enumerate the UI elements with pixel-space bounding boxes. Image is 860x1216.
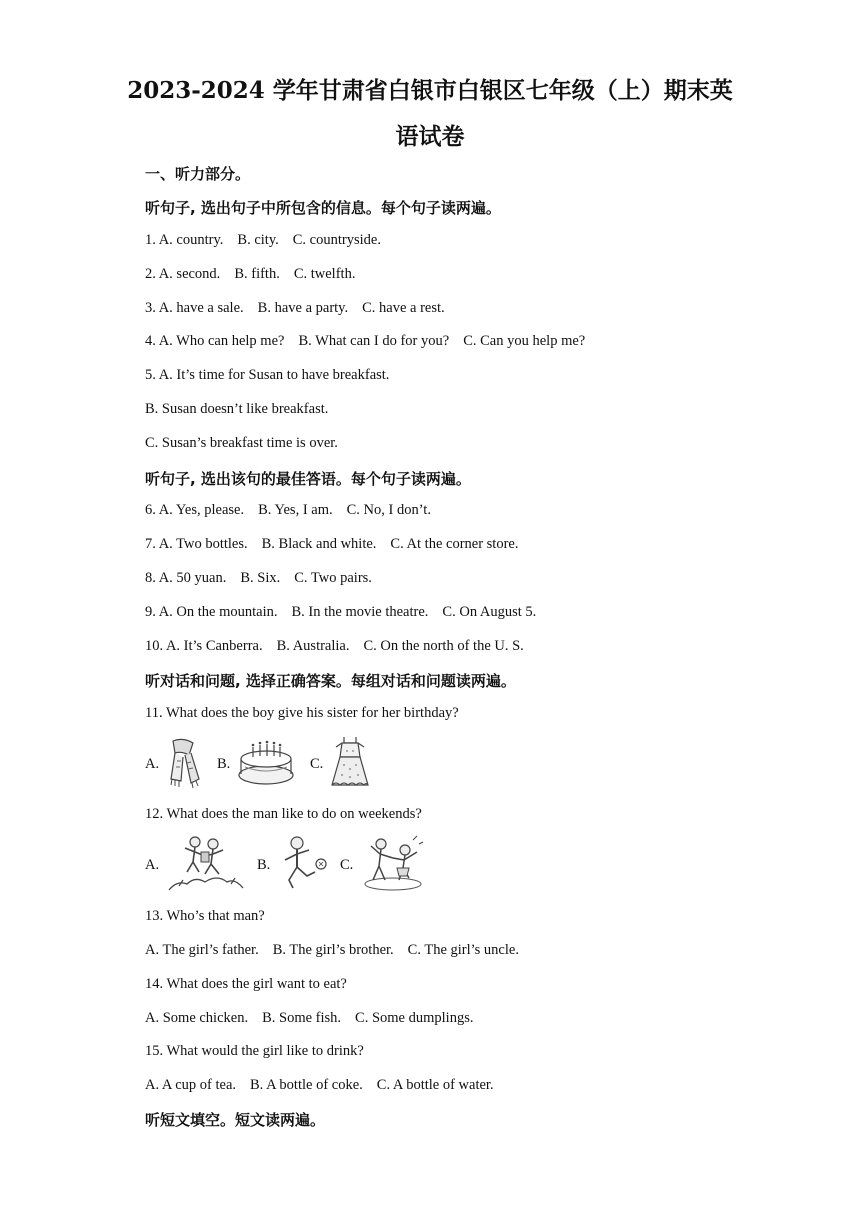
q9-option-c: C. On August 5. bbox=[442, 604, 537, 620]
part1-instruction: 听句子, 选出句子中所包含的信息。每个句子读两遍。 bbox=[145, 199, 501, 217]
q11-picture-options bbox=[145, 735, 445, 791]
q6-option-b: B. Yes, I am. bbox=[258, 502, 333, 518]
question-5-option-b: B. Susan doesn’t like breakfast. bbox=[145, 401, 329, 417]
q15-option-a: A. A cup of tea. bbox=[145, 1077, 237, 1093]
q3-option-b: B. have a party. bbox=[257, 300, 349, 316]
section-listening-heading: 一、听力部分。 bbox=[145, 165, 251, 183]
q15-option-b: B. A bottle of coke. bbox=[250, 1077, 363, 1093]
q8-option-a: 8. A. 50 yuan. bbox=[145, 570, 227, 586]
q11-label-b: B. bbox=[217, 756, 231, 772]
q1-option-a: 1. A. country. bbox=[145, 232, 224, 248]
question-13-answers bbox=[145, 942, 519, 959]
question-15-answers bbox=[145, 1077, 494, 1094]
q11-label-a: A. bbox=[145, 756, 160, 772]
question-8 bbox=[145, 570, 372, 587]
question-15: 15. What would the girl like to drink? bbox=[145, 1043, 364, 1059]
q14-option-b: B. Some fish. bbox=[262, 1010, 342, 1026]
question-2 bbox=[145, 266, 355, 283]
q13-option-b: B. The girl’s brother. bbox=[272, 942, 394, 958]
q12-label-c: C. bbox=[340, 857, 354, 873]
dancing-couple-icon bbox=[363, 832, 425, 892]
question-9 bbox=[145, 604, 536, 621]
part3-instruction: 听对话和问题, 选择正确答案。每组对话和问题读两遍。 bbox=[145, 672, 516, 690]
part4-instruction: 听短文填空。短文读两遍。 bbox=[145, 1111, 326, 1129]
q2-option-b: B. fifth. bbox=[234, 266, 280, 282]
q12-label-a: A. bbox=[145, 857, 160, 873]
question-13: 13. Who’s that man? bbox=[145, 908, 265, 924]
q1-option-b: B. city. bbox=[237, 232, 279, 248]
q3-option-a: 3. A. have a sale. bbox=[145, 300, 244, 316]
q3-option-c: C. have a rest. bbox=[362, 300, 445, 316]
scarf-icon bbox=[163, 735, 205, 789]
q6-option-c: C. No, I don’t. bbox=[346, 502, 431, 518]
question-10 bbox=[145, 638, 524, 655]
q7-option-a: 7. A. Two bottles. bbox=[145, 536, 248, 552]
question-7 bbox=[145, 536, 518, 553]
q8-option-b: B. Six. bbox=[240, 570, 281, 586]
q15-option-c: C. A bottle of water. bbox=[376, 1077, 494, 1093]
q9-option-b: B. In the movie theatre. bbox=[291, 604, 429, 620]
q8-option-c: C. Two pairs. bbox=[294, 570, 372, 586]
exam-title-line1: 2023-2024 学年甘肃省白银市白银区七年级（上）期末英 bbox=[127, 77, 733, 104]
q14-option-a: A. Some chicken. bbox=[145, 1010, 249, 1026]
q12-label-b: B. bbox=[257, 857, 271, 873]
question-6 bbox=[145, 502, 431, 519]
question-4 bbox=[145, 333, 585, 350]
q4-option-c: C. Can you help me? bbox=[463, 333, 586, 349]
q4-option-a: 4. A. Who can help me? bbox=[145, 333, 285, 349]
q7-option-c: C. At the corner store. bbox=[390, 536, 519, 552]
q12-picture-options bbox=[145, 832, 445, 894]
q9-option-a: 9. A. On the mountain. bbox=[145, 604, 278, 620]
q2-option-c: C. twelfth. bbox=[293, 266, 356, 282]
soccer-player-icon bbox=[277, 834, 329, 892]
q10-option-b: B. Australia. bbox=[276, 638, 350, 654]
q10-option-c: C. On the north of the U. S. bbox=[363, 638, 524, 654]
q4-option-b: B. What can I do for you? bbox=[298, 333, 450, 349]
part2-instruction: 听句子, 选出该句的最佳答语。每个句子读两遍。 bbox=[145, 470, 471, 488]
question-11: 11. What does the boy give his sister for her birthday? bbox=[145, 705, 459, 721]
q6-option-a: 6. A. Yes, please. bbox=[145, 502, 245, 518]
q14-option-c: C. Some dumplings. bbox=[355, 1010, 474, 1026]
question-5-option-c: C. Susan’s breakfast time is over. bbox=[145, 435, 338, 451]
q13-option-a: A. The girl’s father. bbox=[145, 942, 259, 958]
question-14-answers bbox=[145, 1010, 473, 1027]
dress-icon bbox=[330, 735, 370, 789]
q13-option-c: C. The girl’s uncle. bbox=[407, 942, 519, 958]
climbing-icon bbox=[165, 832, 245, 894]
question-3 bbox=[145, 300, 445, 317]
q7-option-b: B. Black and white. bbox=[261, 536, 377, 552]
q11-label-c: C. bbox=[310, 756, 324, 772]
question-1 bbox=[145, 232, 381, 249]
q10-option-a: 10. A. It’s Canberra. bbox=[145, 638, 263, 654]
question-14: 14. What does the girl want to eat? bbox=[145, 976, 347, 992]
q2-option-a: 2. A. second. bbox=[145, 266, 221, 282]
birthday-cake-icon bbox=[237, 737, 295, 787]
q1-option-c: C. countryside. bbox=[292, 232, 381, 248]
question-12: 12. What does the man like to do on weekends? bbox=[145, 806, 422, 822]
exam-title-line2: 语试卷 bbox=[395, 123, 465, 150]
question-5-option-a: 5. A. It’s time for Susan to have breakfast. bbox=[145, 367, 390, 383]
